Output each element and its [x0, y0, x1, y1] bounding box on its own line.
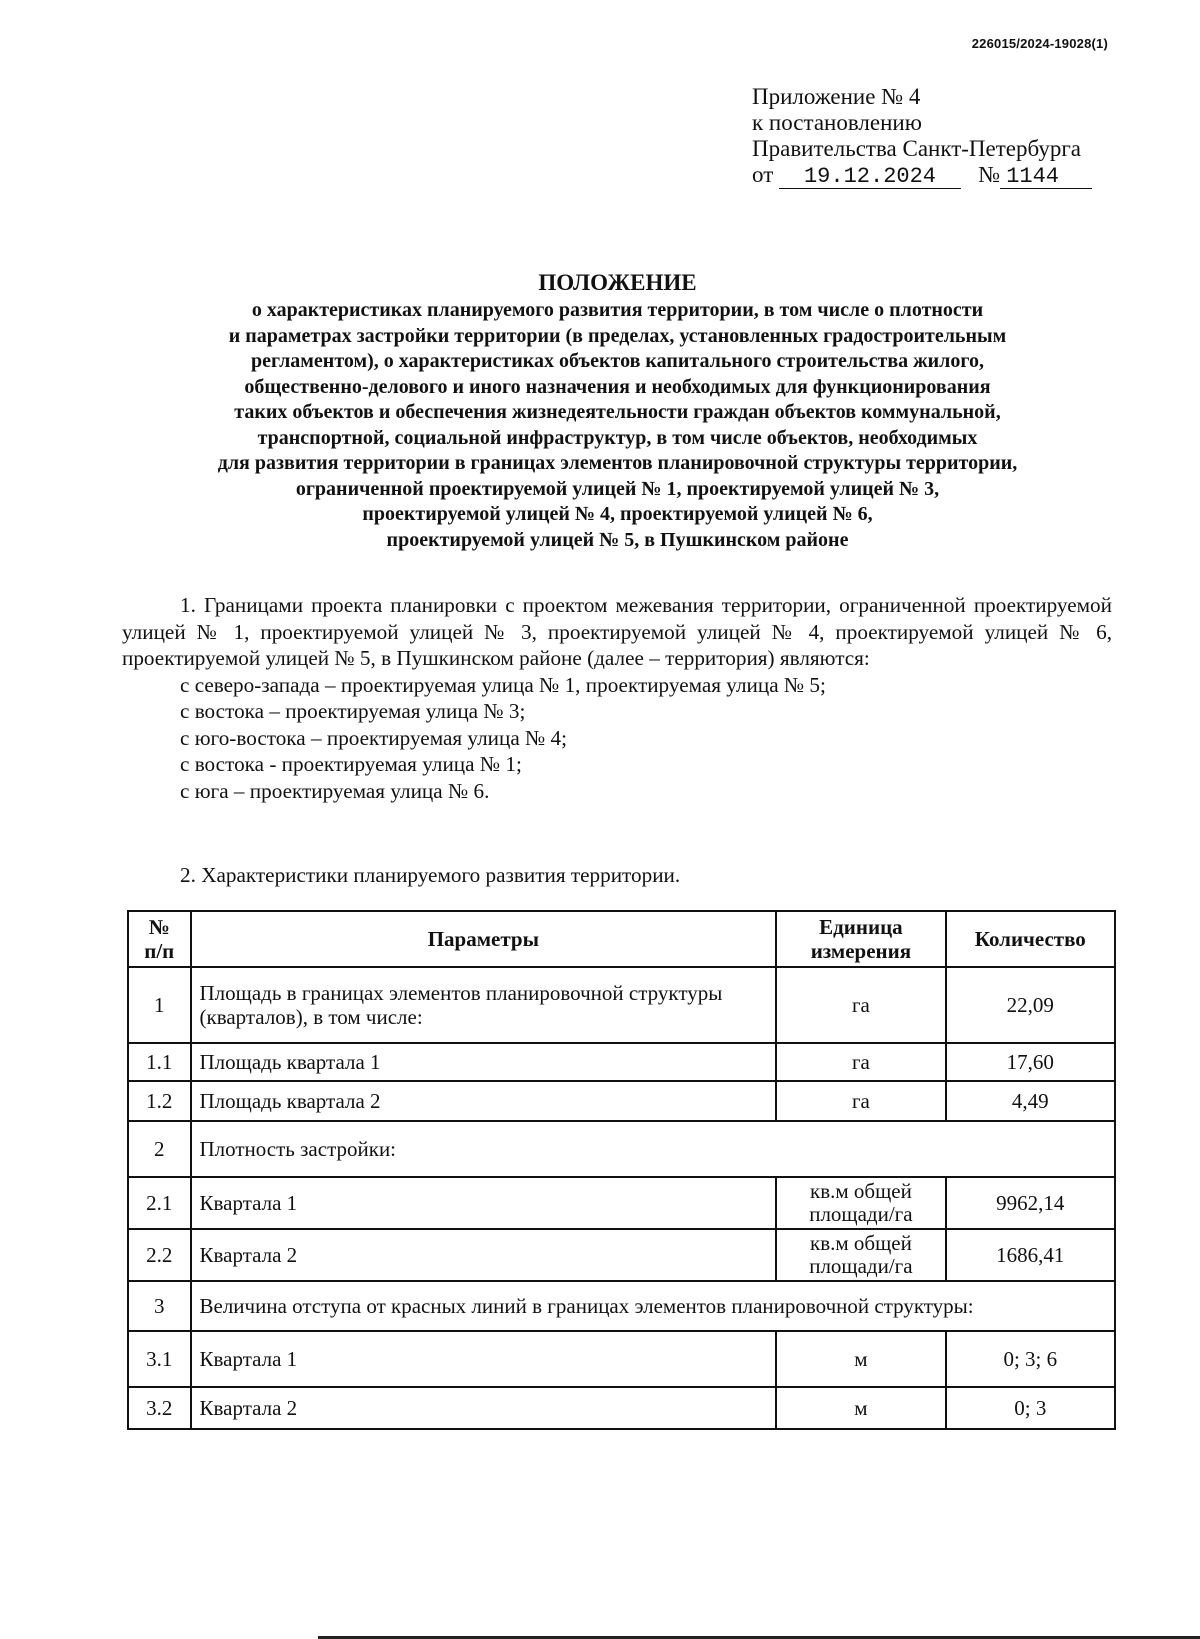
- annex-reference-block: [752, 84, 1092, 189]
- subtitle-line: транспортной, социальной инфраструктур, в том числе объектов, необходимых: [257, 426, 978, 449]
- row-quantity: 9962,14: [946, 1177, 1115, 1229]
- annex-date-line: [752, 162, 1092, 189]
- row-quantity: 22,09: [946, 967, 1115, 1043]
- characteristics-table: [127, 910, 1116, 1430]
- header-number: № п/п: [128, 911, 191, 967]
- table-section-row: [128, 1121, 1115, 1177]
- row-number: 2: [128, 1121, 191, 1177]
- table-row: [128, 1177, 1115, 1229]
- table-row: [128, 1229, 1115, 1281]
- row-number: 1: [128, 967, 191, 1043]
- table-row: [128, 1081, 1115, 1121]
- table-header-row: [128, 911, 1115, 967]
- table-row: [128, 1331, 1115, 1387]
- row-parameter: Квартала 2: [191, 1229, 777, 1281]
- boundaries-intro-paragraph: 1. Границами проекта планировки с проектом межевания территории, ограниченной проектируемой улицей № 1, проектируемой улицей № 3, проектируемой улицей № 4, проектируемой улицей № 6, проектируемой улицей № 5, в Пушкинском районе (далее – территория) являются:: [122, 593, 1112, 670]
- header-unit: Единица измерения: [776, 911, 945, 967]
- row-number: 1.1: [128, 1043, 191, 1081]
- row-unit: кв.м общей площади/га: [776, 1229, 945, 1281]
- row-number: 3: [128, 1281, 191, 1331]
- subtitle-line: ограниченной проектируемой улицей № 1, проектируемой улицей № 3,: [295, 477, 940, 500]
- table-row: [128, 967, 1115, 1043]
- subtitle-line: о характеристиках планируемого развития территории, в том числе о плотности: [251, 299, 984, 321]
- annex-number: Приложение № 4: [752, 84, 921, 109]
- row-parameter: Квартала 2: [191, 1387, 777, 1429]
- subtitle-line: таких объектов и обеспечения жизнедеятельности граждан объектов коммунальной,: [234, 401, 1001, 423]
- boundary-item: с юга – проектируемая улица № 6.: [180, 778, 490, 803]
- annex-to-resolution: к постановлению: [752, 110, 922, 135]
- row-quantity: 17,60: [946, 1043, 1115, 1081]
- resolution-number: 1144: [1000, 166, 1092, 189]
- row-unit: га: [776, 1081, 945, 1121]
- row-parameter: Плотность застройки:: [191, 1121, 1116, 1177]
- table-row: [128, 1043, 1115, 1081]
- subtitle-line: для развития территории в границах элементов планировочной структуры территории,: [217, 452, 1018, 474]
- row-quantity: 4,49: [946, 1081, 1115, 1121]
- header-quantity: Количество: [946, 911, 1115, 967]
- row-unit: кв.м общей площади/га: [776, 1177, 945, 1229]
- boundary-item: с юго-востока – проектируемая улица № 4;: [180, 725, 568, 750]
- section-boundaries: [122, 592, 1112, 804]
- row-parameter: Площадь квартала 2: [191, 1081, 777, 1121]
- row-number: 2.2: [128, 1229, 191, 1281]
- document-subtitle: [60, 298, 1175, 553]
- row-number: 2.1: [128, 1177, 191, 1229]
- row-unit: га: [776, 967, 945, 1043]
- subtitle-line: регламентом), о характеристиках объектов капитального строительства жилого,: [251, 350, 984, 372]
- from-label: от: [752, 162, 774, 187]
- section-characteristics-heading: 2. Характеристики планируемого развития территории.: [180, 863, 681, 887]
- boundary-item: с северо-запада – проектируемая улица № 1, проектируемая улица № 5;: [180, 672, 826, 697]
- row-quantity: 1686,41: [946, 1229, 1115, 1281]
- row-unit: м: [776, 1387, 945, 1429]
- boundary-item: с востока - проектируемая улица № 1;: [180, 752, 522, 776]
- document-registration-number: 226015/2024-19028(1): [971, 36, 1108, 51]
- row-unit: га: [776, 1043, 945, 1081]
- table-section-row: [128, 1281, 1115, 1331]
- number-label: №: [978, 162, 1001, 187]
- subtitle-line: общественно-делового и иного назначения и необходимых для функционирования: [244, 375, 991, 398]
- row-parameter: Квартала 1: [191, 1331, 777, 1387]
- row-parameter: Квартала 1: [191, 1177, 777, 1229]
- row-number: 1.2: [128, 1081, 191, 1121]
- resolution-date: 19.12.2024: [779, 166, 961, 189]
- row-number: 3.2: [128, 1387, 191, 1429]
- header-parameters: Параметры: [191, 911, 777, 967]
- row-quantity: 0; 3; 6: [946, 1331, 1115, 1387]
- row-parameter: Площадь квартала 1: [191, 1043, 777, 1081]
- row-number: 3.1: [128, 1331, 191, 1387]
- row-quantity: 0; 3: [946, 1387, 1115, 1429]
- annex-government: Правительства Санкт-Петербурга: [752, 136, 1081, 161]
- row-unit: м: [776, 1331, 945, 1387]
- boundary-item: с востока – проектируемая улица № 3;: [180, 699, 526, 723]
- subtitle-line: проектируемой улицей № 5, в Пушкинском районе: [386, 528, 849, 551]
- document-title: ПОЛОЖЕНИЕ: [538, 270, 697, 295]
- boundaries-list: [122, 672, 1112, 805]
- subtitle-line: проектируемой улицей № 4, проектируемой улицей № 6,: [362, 503, 873, 525]
- row-parameter: Площадь в границах элементов планировочной структуры (кварталов), в том числе:: [191, 967, 777, 1043]
- row-parameter: Величина отступа от красных линий в границах элементов планировочной структуры:: [191, 1281, 1116, 1331]
- document-title-block: [60, 270, 1175, 553]
- subtitle-line: и параметрах застройки территории (в пределах, установленных градостроительным: [228, 324, 1007, 347]
- table-row: [128, 1387, 1115, 1429]
